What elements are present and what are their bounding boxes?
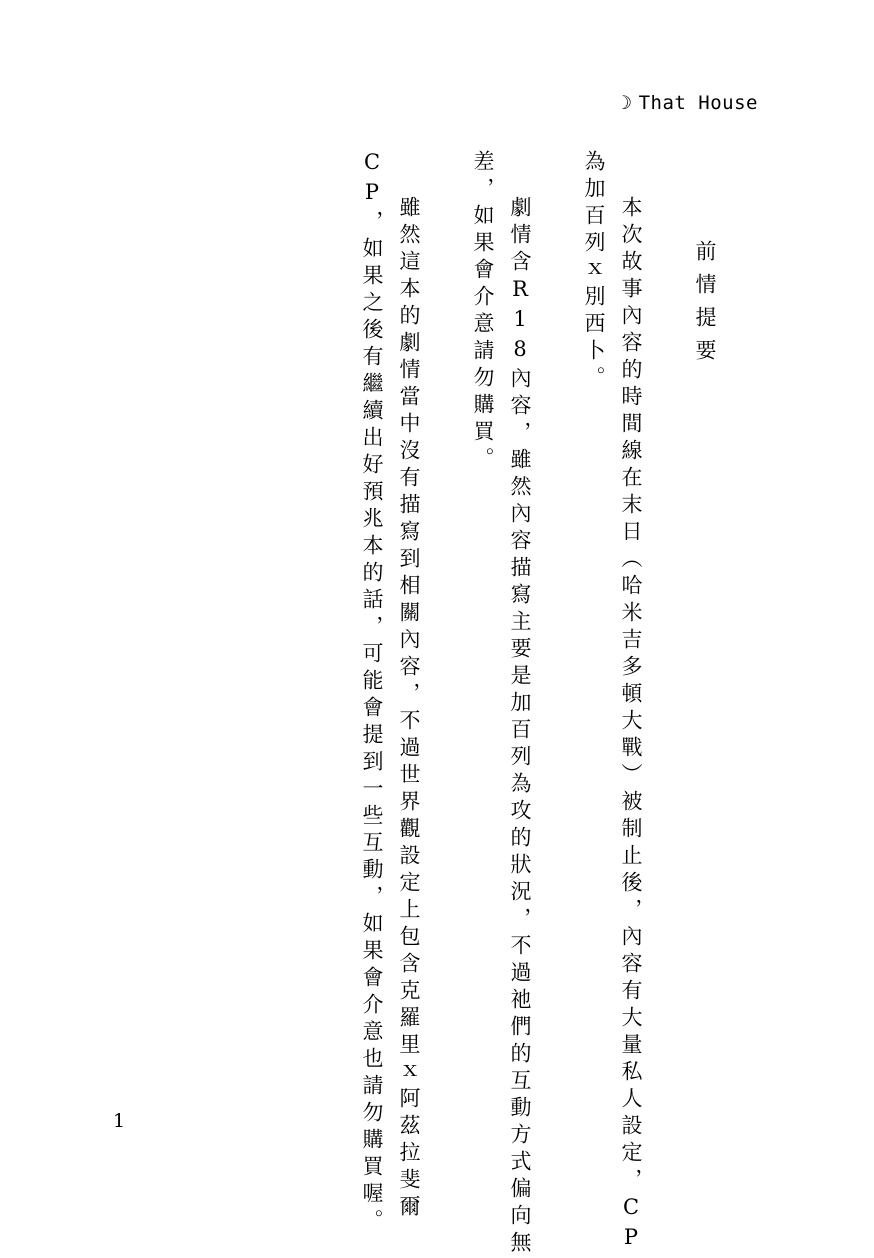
page-number: 1 — [113, 1110, 126, 1132]
running-header — [621, 92, 758, 114]
section-title: 前情提要 — [693, 240, 717, 372]
paragraph-2-line-2: 差，如果會介意請勿購買。 — [471, 150, 495, 474]
paragraph-3-line-2: CP，如果之後有繼續出好預兆本的話，可能會提到一些互動，如果會介意也請勿購買喔。 — [360, 150, 384, 1236]
paragraph-3-line-1: 雖然這本的劇情當中沒有描寫到相關內容，不過世界觀設定上包含克羅里ｘ阿茲拉斐爾 — [397, 196, 421, 1222]
crescent-moon-icon: ☽ — [620, 92, 633, 114]
paragraph-1-line-2: 為加百列ｘ別西卜。 — [582, 150, 606, 393]
paragraph-2-line-1: 劇情含R18內容，雖然內容描寫主要是加百列為攻的狀況，不過祂們的互動方式偏向無 — [508, 196, 532, 1258]
paragraph-1-line-1: 本次故事內容的時間線在末日（哈米吉多頓大戰）被制止後，內容有大量私人設定，CP — [619, 196, 643, 1255]
header-title: That House — [638, 92, 758, 114]
